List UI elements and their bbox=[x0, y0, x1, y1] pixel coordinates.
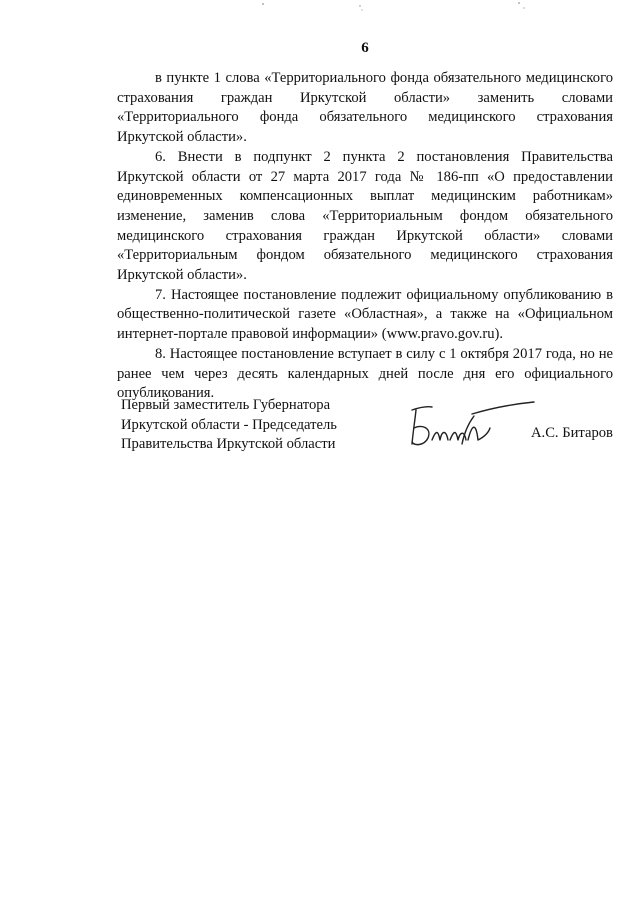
signature-block bbox=[121, 396, 621, 456]
document-body bbox=[117, 69, 613, 404]
signatory-position bbox=[121, 396, 337, 455]
paragraph-item-5-continued: в пункте 1 слова «Территориального фонда обязательного медицинского страхования граждан Иркутской области» заменить словами «Территориального фонда обязательного медицинского страхования Иркутской области». bbox=[117, 70, 613, 146]
position-line: Правительства Иркутской области bbox=[121, 436, 336, 453]
signer-name: А.С. Битаров bbox=[531, 425, 613, 441]
paragraph-item-8: 8. Настоящее постановление вступает в силу с 1 октября 2017 года, но не ранее чем через десять календарных дней после дня его официального опубликования. bbox=[117, 345, 613, 402]
position-line: Первый заместитель Губернатора bbox=[121, 397, 331, 413]
scan-specks bbox=[0, 0, 640, 20]
paragraph-item-7: 7. Настоящее постановление подлежит официальному опубликованию в общественно-политической газете «Областная», а также на «Официальном интернет-портале правовой информации» (www.pravo.gov.ru). bbox=[117, 286, 613, 343]
page-number: 6 bbox=[361, 40, 369, 56]
paragraph-item-6: 6. Внести в подпункт 2 пункта 2 постановления Правительства Иркутской области от 27 марта 2017 года № 186-пп «О предоставлении единовременных компенсационных выплат медицинским работникам» изменение, заменив слова «Территориальным фондом обязательного медицинского страхования граждан Иркутской области» словами «Территориальным фондом обязательного медицинского страхования Иркутской области». bbox=[117, 148, 613, 284]
handwritten-signature bbox=[402, 394, 538, 454]
position-line: Иркутской области - Председатель bbox=[121, 416, 337, 433]
